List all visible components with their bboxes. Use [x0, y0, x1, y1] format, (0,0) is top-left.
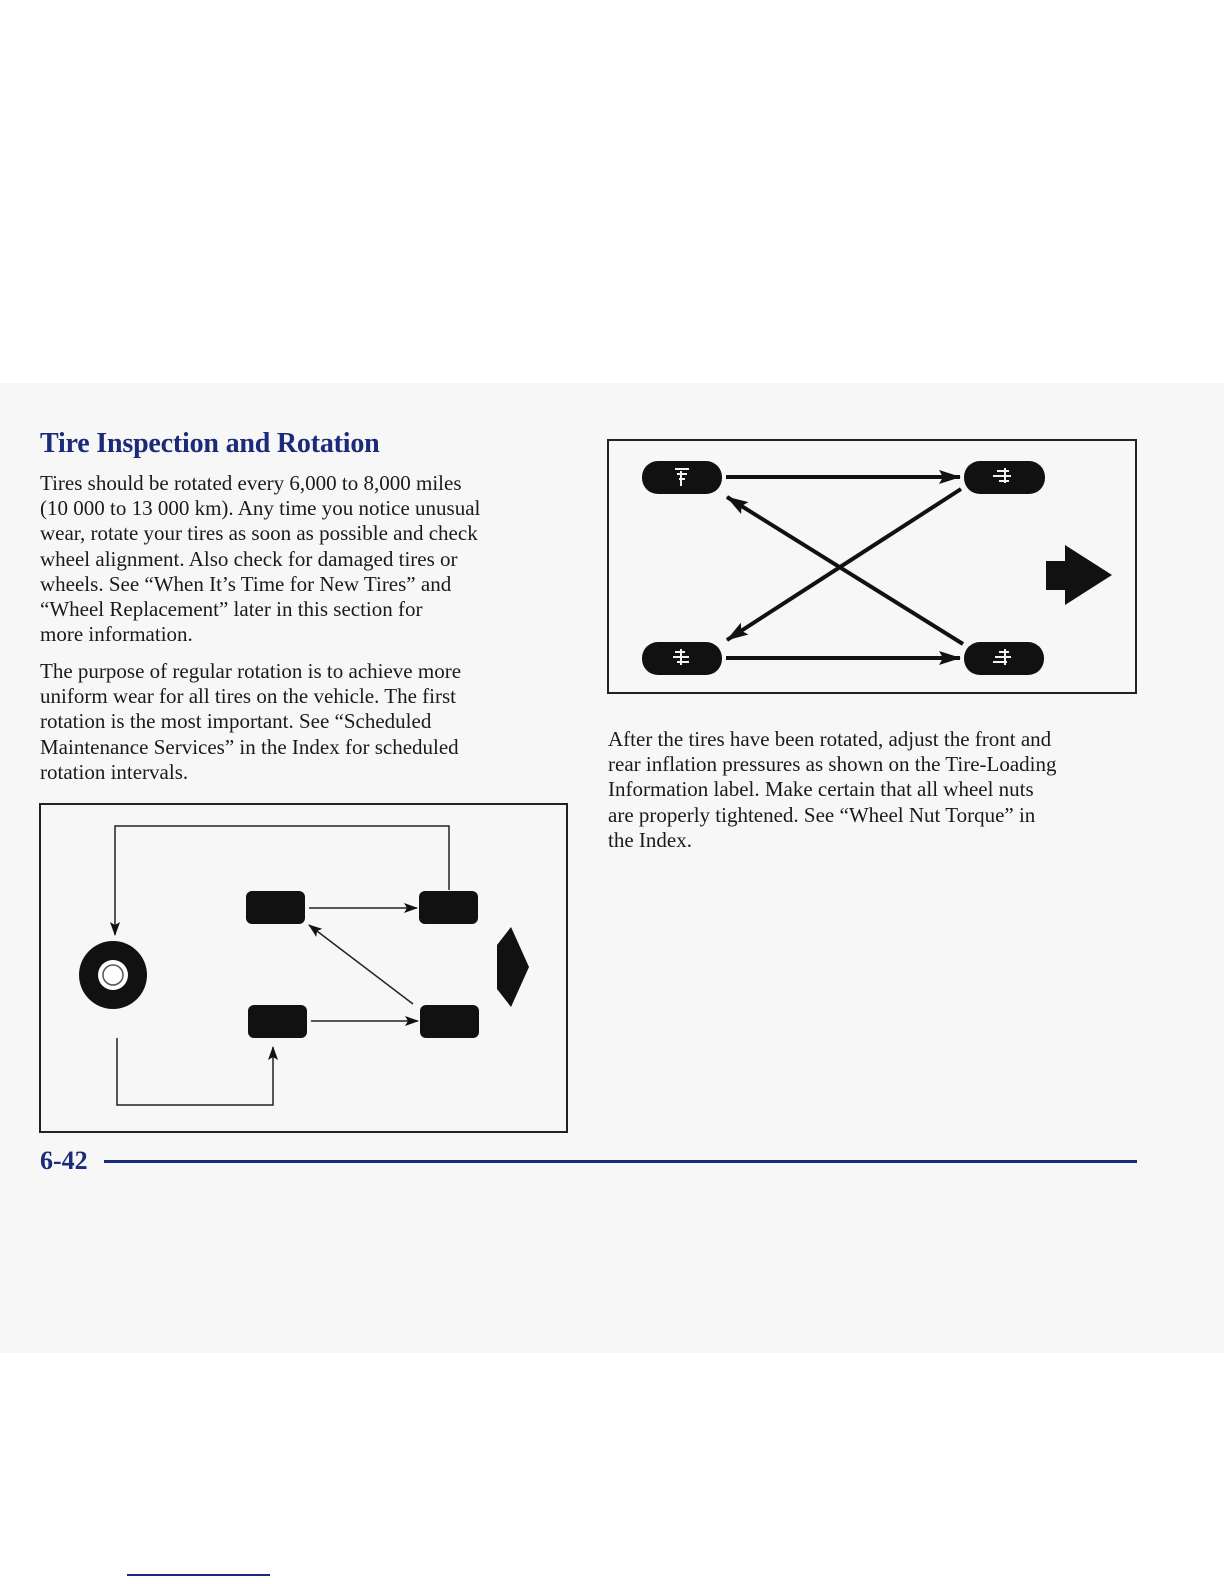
tire-right-front-icon [419, 891, 478, 924]
rotation-arrow-diagonal [309, 925, 413, 1004]
paragraph-rotation-purpose: The purpose of regular rotation is to achieve more uniform wear for all tires on the vehicle. The first rotation is the most important. See “Scheduled Maintenance Services” in the Index for scheduled rotation intervals. [40, 659, 462, 784]
page-number: 6-42 [40, 1146, 88, 1175]
section-title: Tire Inspection and Rotation [40, 428, 380, 459]
tire-right-rear-icon [420, 1005, 479, 1038]
tire-front-left-icon [642, 461, 722, 494]
five-tire-rotation-diagram-icon [41, 805, 566, 1131]
forward-direction-icon [497, 927, 529, 1007]
forward-direction-icon [1046, 545, 1112, 605]
spare-tire-icon [79, 941, 147, 1009]
tire-rear-left-icon [642, 642, 722, 675]
tire-left-rear-icon [248, 1005, 307, 1038]
bottom-accent-line [127, 1574, 270, 1576]
paragraph-after-rotation: After the tires have been rotated, adjust the front and rear inflation pressures as shown on the Tire-Loading Information label. Make certain that all wheel nuts are properly tightened. See “Wheel Nut Torque” in the Index. [608, 727, 1057, 852]
rotation-arrow-cross-to-rear-left [727, 489, 961, 640]
tire-front-right-icon [964, 461, 1045, 494]
footer-rule [104, 1160, 1137, 1163]
paragraph-rotation-interval: Tires should be rotated every 6,000 to 8,000 miles (10 000 to 13 000 km). Any time you notice unusual wear, rotate your tires as soon as possible and check wheel alignment. Also check for damaged tires or wheels. See “When It’s Time for New Tires” and “Wheel Replacement” later in this section for more information. [40, 471, 481, 647]
tire-left-front-icon [246, 891, 305, 924]
rotation-arrow-cross-to-front-left [727, 497, 963, 644]
tire-rear-right-icon [964, 642, 1044, 675]
four-tire-cross-rotation-figure [607, 439, 1137, 694]
spare-out-path [117, 1038, 273, 1105]
five-tire-rotation-figure [39, 803, 568, 1133]
four-tire-cross-rotation-diagram-icon [609, 441, 1135, 692]
